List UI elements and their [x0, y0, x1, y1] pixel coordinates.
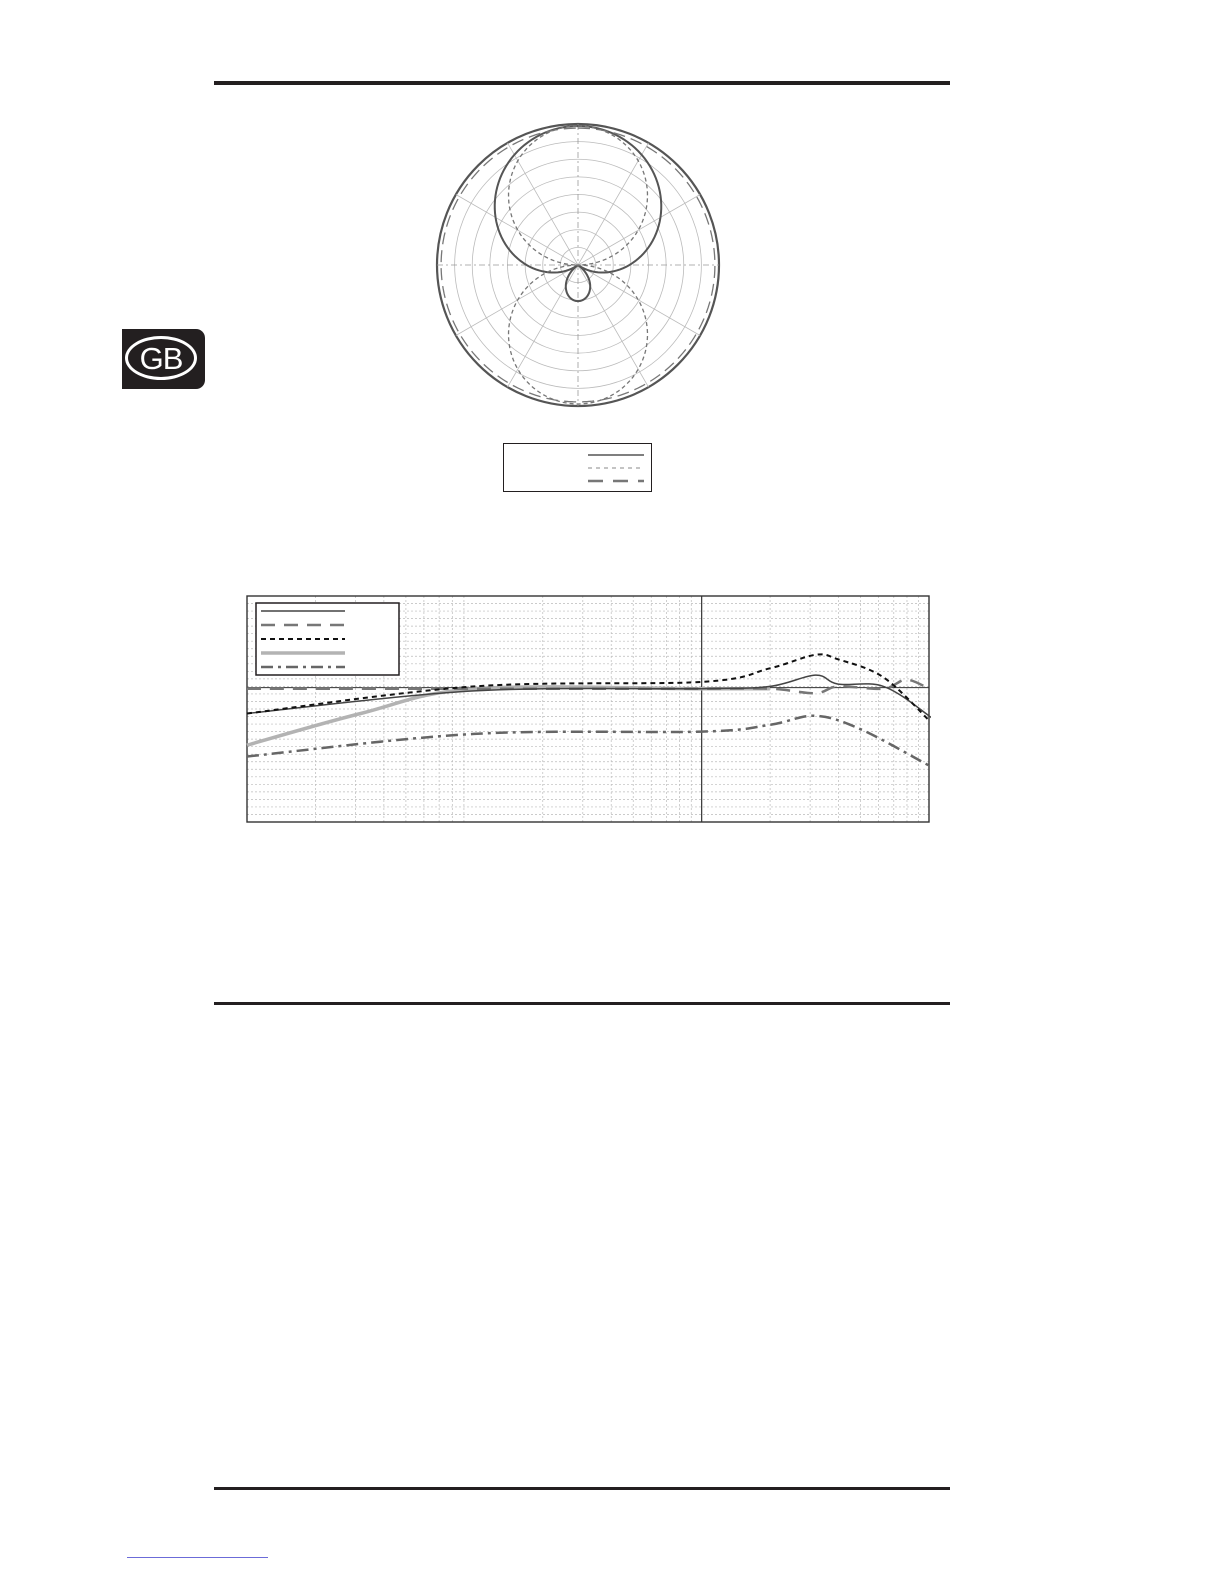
language-badge-label: GB: [139, 340, 183, 376]
polar-legend: [503, 443, 652, 492]
freq-legend: [256, 603, 399, 675]
header-rule: [214, 81, 950, 85]
frequency-response-chart: [245, 594, 931, 824]
freq-series-line-5: [247, 716, 929, 766]
footer-rule: [214, 1487, 950, 1490]
footer-link-underline: [127, 1557, 268, 1558]
language-badge: [122, 329, 205, 389]
section-rule: [214, 1002, 950, 1005]
language-badge-oval: [125, 336, 197, 380]
polar-pattern-chart: [428, 115, 728, 415]
